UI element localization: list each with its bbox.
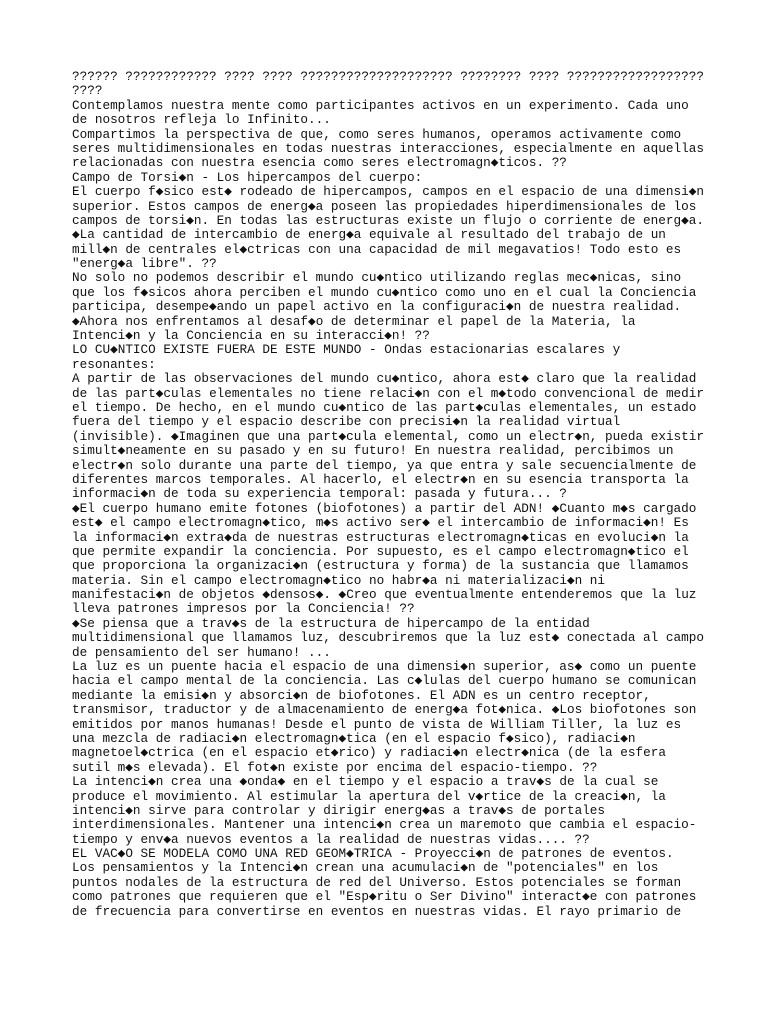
document-page	[72, 70, 704, 919]
text-line: superior. Estos campos de energ◆a poseen las propiedades hiperdimensionales de los	[72, 199, 697, 214]
text-line: produce el movimiento. Al estimular la apertura del v◆rtice de la creaci◆n, la	[72, 789, 666, 804]
text-line: fuera del tiempo y el espacio describe con precisi◆n la realidad virtual	[72, 415, 621, 430]
text-line: ◆La cantidad de intercambio de energ◆a equivale al resultado del trabajo de un	[72, 228, 666, 243]
text-line: de las part◆culas elementales no tiene relaci◆n con el m◆todo convencional de medir	[72, 386, 704, 401]
text-line: ◆Se piensa que a trav◆s de la estructura de hipercampo de la entidad	[72, 616, 590, 631]
text-line: manifestaci◆n de objetos ◆densos◆. ◆Creo que eventualmente entenderemos que la luz	[72, 588, 697, 603]
text-line: La intenci◆n crea una ◆onda◆ en el tiempo y el espacio a trav◆s de la cual se	[72, 775, 659, 790]
text-line: EL VAC◆O SE MODELA COMO UNA RED GEOM◆TRICA - Proyecci◆n de patrones de eventos.	[72, 847, 674, 862]
text-line: de pensamiento del ser humano! ...	[72, 645, 331, 660]
text-line: est◆ el campo electromagn◆tico, m◆s activo ser◆ el intercambio de informaci◆n! Es	[72, 516, 689, 531]
text-line: puntos nodales de la estructura de red del Universo. Estos potenciales se forman	[72, 875, 682, 890]
text-line: de nosotros refleja lo Infinito...	[72, 113, 331, 128]
text-line: Campo de Torsi◆n - Los hipercampos del cuerpo:	[72, 170, 423, 185]
text-line: que proporciona la organizaci◆n (estructura y forma) de la sustancia que llamamos	[72, 559, 689, 574]
text-line: interdimensionales. Mantener una intenci◆n crea un maremoto que cambia el espacio-	[72, 818, 697, 833]
text-line: seres multidimensionales en todas nuestras interacciones, especialmente en aquellas	[72, 141, 704, 156]
text-line: intenci◆n sirve para controlar y dirigir energ◆as a trav◆s de portales	[72, 803, 606, 818]
text-line: simult◆neamente en su pasado y en su futuro! En nuestra realidad, percibimos un	[72, 444, 674, 459]
text-line: (invisible). ◆Imaginen que una part◆cula elemental, como un electr◆n, pueda existir	[72, 429, 704, 444]
text-line: materia. Sin el campo electromagn◆tico no habr◆a ni materializaci◆n ni	[72, 573, 606, 588]
text-line: diferentes marcos temporales. Al hacerlo, el electr◆n en su esencia transporta la	[72, 472, 689, 487]
text-line: ????	[72, 84, 103, 99]
text-line: mediante la emisi◆n y absorci◆n de biofotones. El ADN es un centro receptor,	[72, 688, 651, 703]
text-line: LO CU◆NTICO EXISTE FUERA DE ESTE MUNDO - Ondas estacionarias escalares y	[72, 343, 621, 358]
text-line: No solo no podemos describir el mundo cu◆ntico utilizando reglas mec◆nicas, sino	[72, 271, 682, 286]
text-line: transmisor, traductor y de almacenamiento de energ◆a fot◆nica. ◆Los biofotones son	[72, 703, 697, 718]
text-line: el tiempo. De hecho, en el mundo cu◆ntico de las part◆culas elementales, un estado	[72, 400, 697, 415]
text-line: multidimensional que llamamos luz, descubriremos que la luz est◆ conectada al campo	[72, 631, 704, 646]
text-line: ◆El cuerpo humano emite fotones (biofotones) a partir del ADN! ◆Cuanto m◆s cargado	[72, 501, 697, 516]
text-line: campos de torsi◆n. En todas las estructuras existe un flujo o corriente de energ◆a.	[72, 213, 704, 228]
text-line: una mezcla de radiaci◆n electromagn◆tica (en el espacio f◆sico), radiaci◆n	[72, 731, 636, 746]
text-line: informaci◆n de toda su experiencia temporal: pasada y futura... ?	[72, 487, 567, 502]
text-line: electr◆n solo durante una parte del tiempo, ya que entra y sale secuencialmente de	[72, 458, 697, 473]
text-line: ?????? ???????????? ???? ???? ???????????????????? ???????? ???? ??????????????????	[72, 70, 704, 84]
text-line: Los pensamientos y la Intenci◆n crean una acumulaci◆n de "potenciales" en los	[72, 861, 659, 876]
text-line: Compartimos la perspectiva de que, como seres humanos, operamos activamente como	[72, 127, 682, 142]
text-line: lleva patrones impresos por la Conciencia! ??	[72, 602, 415, 617]
text-line: A partir de las observaciones del mundo cu◆ntico, ahora est◆ claro que la realidad	[72, 372, 697, 387]
text-line: ◆Ahora nos enfrentamos al desaf◆o de determinar el papel de la Materia, la	[72, 314, 636, 329]
text-line: El cuerpo f◆sico est◆ rodeado de hipercampos, campos en el espacio de una dimensi◆n	[72, 185, 704, 200]
text-line: resonantes:	[72, 357, 156, 372]
text-line: La luz es un puente hacia el espacio de una dimensi◆n superior, as◆ como un puente	[72, 660, 697, 675]
text-line: que los f◆sicos ahora perciben el mundo cu◆ntico como uno en el cual la Conciencia	[72, 285, 697, 300]
text-line: participa, desempe◆ando un papel activo en la configuraci◆n de nuestra realidad.	[72, 300, 682, 315]
text-line: sutil m◆s elevada). El fot◆n existe por encima del espacio-tiempo. ??	[72, 760, 598, 775]
text-line: como patrones que requieren que el "Esp◆ritu o Ser Divino" interact◆e con patrones	[72, 890, 697, 905]
text-line: Contemplamos nuestra mente como participantes activos en un experimento. Cada uno	[72, 98, 689, 113]
text-line: relacionadas con nuestra esencia como seres electromagn◆ticos. ??	[72, 156, 567, 171]
text-line: Intenci◆n y la Conciencia en su interacci◆n! ??	[72, 329, 430, 344]
text-line: que permite expandir la conciencia. Por supuesto, es el campo electromagn◆tico el	[72, 544, 689, 559]
text-line: de frecuencia para convertirse en eventos en nuestras vidas. El rayo primario de	[72, 904, 682, 919]
text-line: mill◆n de centrales el◆ctricas con una capacidad de mil megavatios! Todo esto es	[72, 242, 682, 257]
text-line: tiempo y env◆a nuevos eventos a la realidad de nuestras vidas.... ??	[72, 832, 590, 847]
text-line: magnetoel◆ctrica (en el espacio et◆rico) y radiaci◆n electr◆nica (de la esfera	[72, 746, 666, 761]
text-line: emitidos por manos humanas! Desde el punto de vista de William Tiller, la luz es	[72, 717, 682, 732]
text-line: hacia el campo mental de la conciencia. Las c◆lulas del cuerpo humano se comunican	[72, 674, 697, 689]
text-line: "energ◆a libre". ??	[72, 257, 217, 272]
text-line: la informaci◆n extra◆da de nuestras estructuras electromagn◆ticas en evoluci◆n la	[72, 530, 689, 545]
